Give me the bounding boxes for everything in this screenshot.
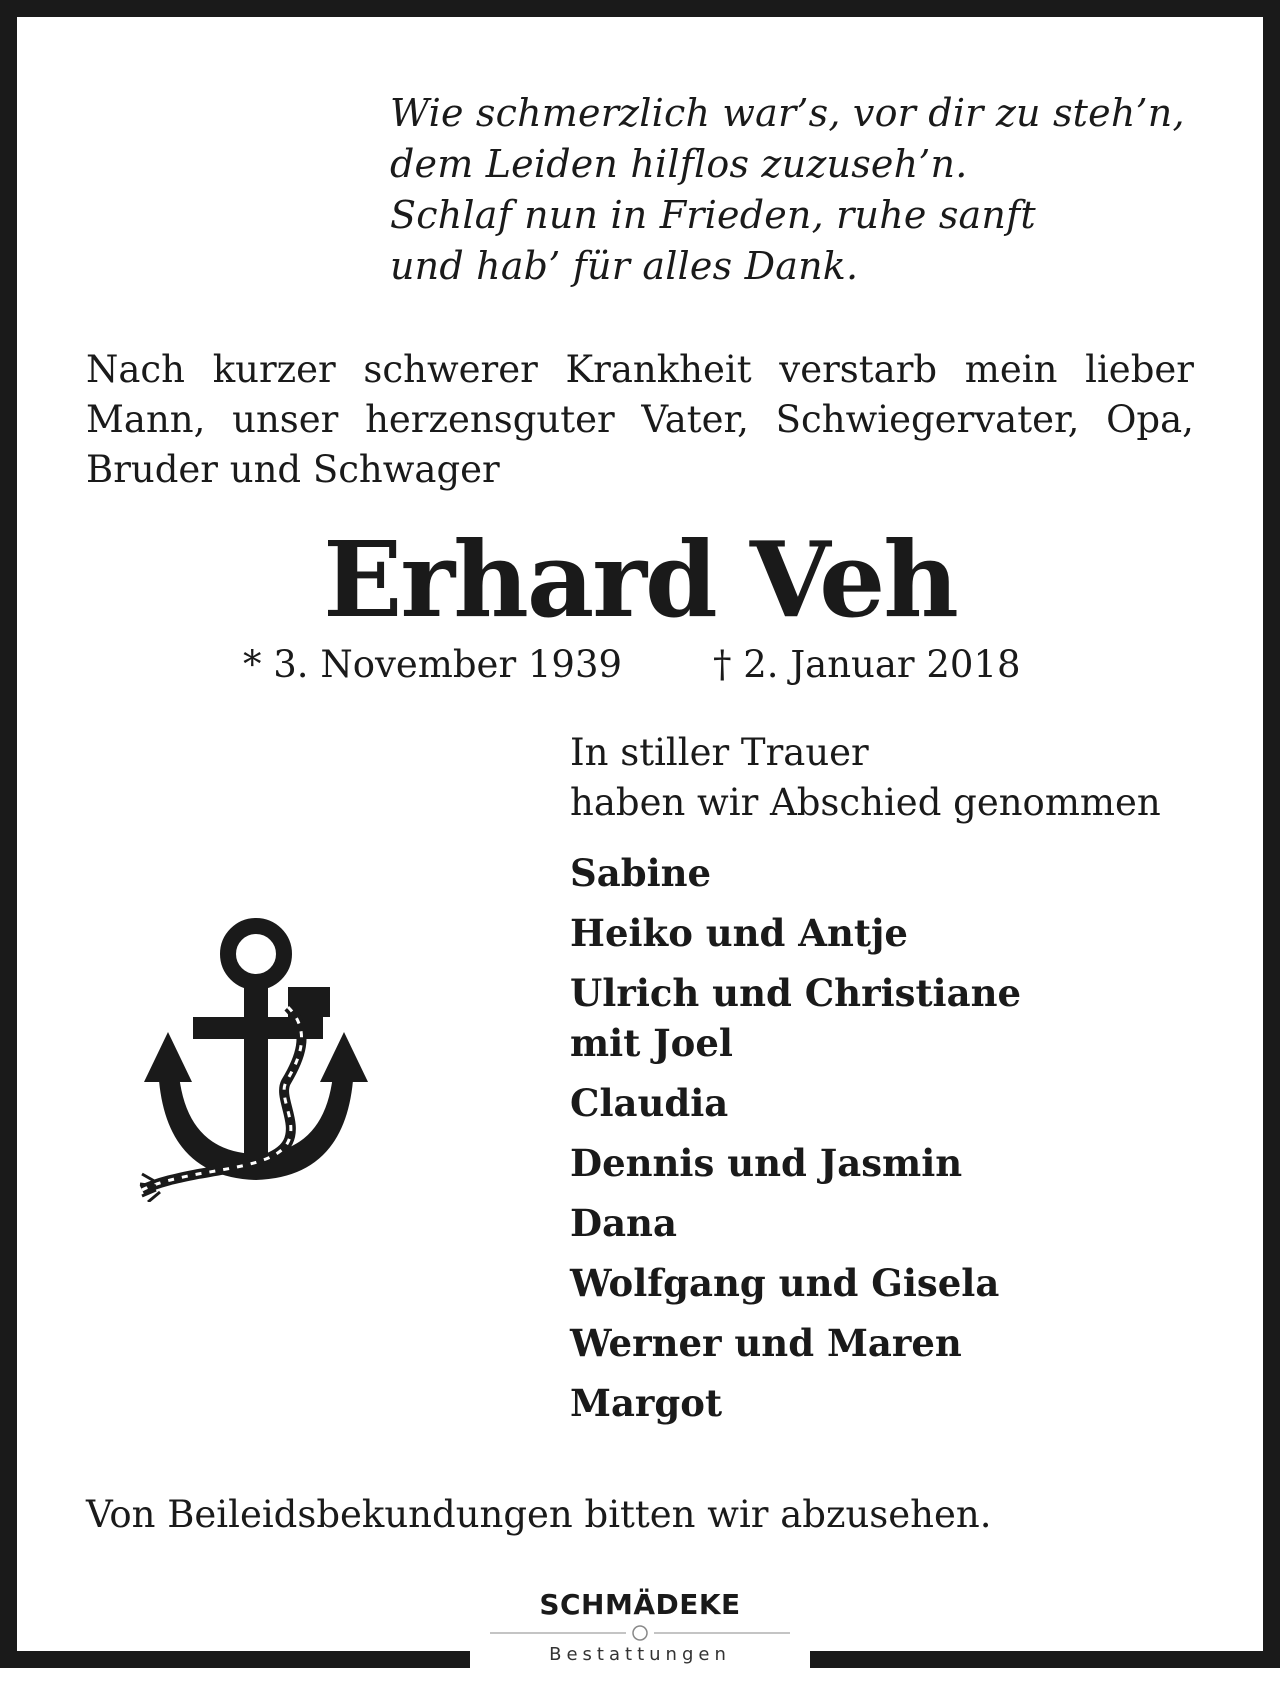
family-entry: mit Joel	[570, 1021, 733, 1065]
family-entry: Wolfgang und Gisela	[570, 1261, 1000, 1305]
poem-line: Wie schmerzlich war’s, vor dir zu steh’n,	[390, 91, 1185, 135]
mourning-line: In stiller Trauer	[570, 731, 869, 774]
intro-line: Nach kurzer schwerer Krankheit verstarb mein lieber	[86, 348, 1194, 391]
logo-name: SCHMÄDEKE	[539, 1588, 741, 1621]
birth-date: * 3. November 1939	[243, 643, 623, 686]
intro-line: Bruder und Schwager	[86, 448, 500, 491]
family-entry: Sabine	[570, 851, 712, 895]
family-entry: Heiko und Antje	[570, 911, 908, 955]
family-entry: Werner und Maren	[570, 1321, 962, 1365]
family-entry: Dennis und Jasmin	[570, 1141, 963, 1185]
logo-subtitle: Bestattungen	[549, 1644, 731, 1665]
border-top	[0, 0, 1280, 17]
mourning-text	[570, 728, 1161, 828]
family-entry: Dana	[570, 1201, 677, 1245]
closing-note: Von Beileidsbekundungen bitten wir abzusehen.	[86, 1493, 992, 1536]
family-list	[570, 848, 1021, 1438]
border-right	[1263, 0, 1280, 1668]
anchor-icon	[138, 912, 378, 1202]
family-entry: Margot	[570, 1381, 723, 1425]
family-entry: Ulrich und Christiane	[570, 971, 1022, 1015]
border-left	[0, 0, 17, 1668]
poem-line: und hab’ für alles Dank.	[390, 244, 859, 288]
memorial-poem	[390, 88, 1185, 292]
poem-line: dem Leiden hilflos zuzuseh’n.	[390, 142, 968, 186]
family-entry: Claudia	[570, 1081, 729, 1125]
death-date: † 2. Januar 2018	[713, 643, 1021, 686]
logo-divider	[470, 1622, 810, 1644]
intro-text	[86, 345, 1194, 495]
deceased-name: Erhard Veh	[323, 518, 957, 641]
intro-line: Mann, unser herzensguter Vater, Schwiegervater, Opa,	[86, 398, 1194, 441]
poem-line: Schlaf nun in Frieden, ruhe sanft	[390, 193, 1036, 237]
mourning-line: haben wir Abschied genommen	[570, 781, 1161, 824]
border-bottom-right	[810, 1651, 1280, 1668]
border-bottom-left	[0, 1651, 470, 1668]
funeral-home-logo	[470, 1588, 810, 1681]
